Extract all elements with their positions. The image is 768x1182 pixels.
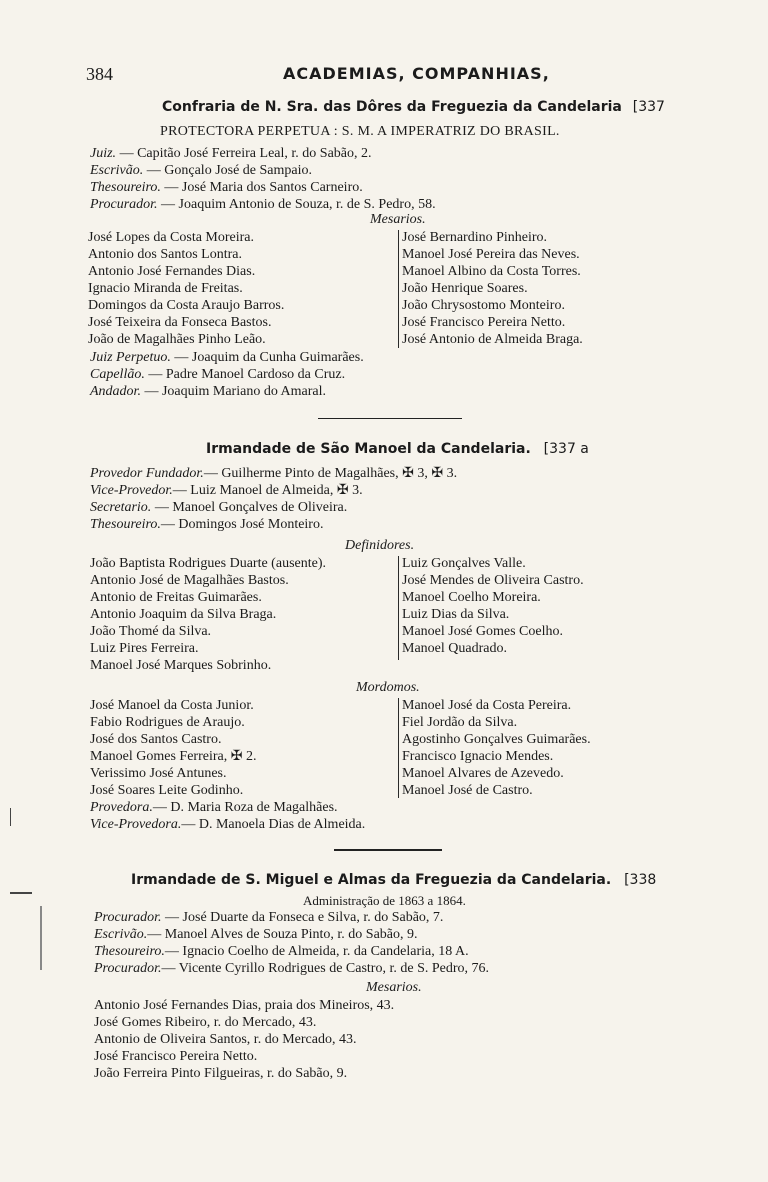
mesario-name: José Teixeira da Fonseca Bastos. [88, 315, 272, 330]
officer-line-text: — José Maria dos Santos Carneiro. [160, 180, 363, 195]
member-line: Antonio José Fernandes Dias, praia dos Mineiros, 43. [94, 998, 395, 1013]
officer-line [90, 384, 326, 400]
section3-title [131, 871, 656, 889]
section1-title-text: Confraria de N. Sra. das Dôres da Freguezia da Candelaria [162, 99, 622, 115]
officer-line-label: Secretario. [90, 500, 152, 515]
mordomo-name: Manoel José da Costa Pereira. [402, 698, 572, 713]
mesario-name: João Henrique Soares. [402, 281, 528, 296]
officer-line-label: Provedora. [90, 800, 153, 815]
officer-line-text: — Domingos José Monteiro. [160, 517, 324, 532]
mordomo-name: Manoel Gomes Ferreira, ✠ 2. [90, 749, 257, 764]
officer-line-text: — Padre Manoel Cardoso da Cruz. [144, 367, 346, 382]
officer-line [94, 927, 418, 943]
page-number: 384 [86, 64, 113, 84]
officer-line-label: Procurador. [90, 197, 158, 212]
definidor-name: Antonio José de Magalhães Bastos. [90, 573, 289, 588]
section1-title [162, 98, 665, 116]
section3-mesarios-heading: Mesarios. [366, 980, 422, 995]
running-title: ACADEMIAS, COMPANHIAS, [283, 64, 550, 83]
officer-line-text: — Ignacio Coelho de Almeida, r. da Candelaria, 18 A. [164, 944, 469, 959]
section1-ref: [337 [632, 99, 665, 115]
officer-line-text: — Luiz Manoel de Almeida, ✠ 3. [172, 483, 363, 498]
mesario-name: João Chrysostomo Monteiro. [402, 298, 565, 313]
officer-line-text: — Guilherme Pinto de Magalhães, ✠ 3, ✠ 3. [203, 466, 458, 481]
officer-line-label: Escrivão. [94, 927, 148, 942]
section2-ref: [337 a [543, 441, 589, 457]
officer-line-label: Thesoureiro. [94, 944, 165, 959]
section2-mordomos-divider [398, 698, 399, 798]
officer-line-text: — Joaquim Antonio de Souza, r. de S. Pedro, 58. [157, 197, 436, 212]
mesario-name: José Francisco Pereira Netto. [402, 315, 566, 330]
definidor-name: Manoel José Gomes Coelho. [402, 624, 563, 639]
mesario-name: Domingos da Costa Araujo Barros. [88, 298, 285, 313]
officer-line-label: Capellão. [90, 367, 145, 382]
definidor-name: José Mendes de Oliveira Castro. [402, 573, 584, 588]
mordomo-name: Agostinho Gonçalves Guimarães. [402, 732, 591, 747]
officer-line-text: — Manoel Alves de Souza Pinto, r. do Sabão, 9. [147, 927, 418, 942]
officer-line [94, 961, 489, 977]
officer-line-text: — Vicente Cyrillo Rodrigues de Castro, r. de S. Pedro, 76. [161, 961, 490, 976]
mesario-name: José Bernardino Pinheiro. [402, 230, 548, 245]
section3-ref: [338 [624, 872, 657, 888]
officer-line-text: — Joaquim Mariano do Amaral. [140, 384, 327, 399]
officer-line-label: Juiz Perpetuo. [90, 350, 171, 365]
mordomo-name: Manoel José de Castro. [402, 783, 533, 798]
mesario-name: Antonio dos Santos Lontra. [88, 247, 242, 262]
officer-line-label: Andador. [90, 384, 141, 399]
definidor-name: Manoel Coelho Moreira. [402, 590, 541, 605]
mesario-name: Manoel Albino da Costa Torres. [402, 264, 581, 279]
officer-line-text: — D. Manoela Dias de Almeida. [181, 817, 366, 832]
definidor-name: Antonio Joaquim da Silva Braga. [90, 607, 277, 622]
officer-line [90, 163, 312, 179]
officer-line-label: Vice-Provedor. [90, 483, 173, 498]
officer-line-label: Thesoureiro. [90, 517, 161, 532]
section-divider-1 [318, 418, 462, 419]
mordomo-name: Fabio Rodrigues de Araujo. [90, 715, 245, 730]
section2-title [206, 440, 589, 458]
mesario-name: Manoel José Pereira das Neves. [402, 247, 580, 262]
officer-line [90, 180, 363, 196]
section3-admin: Administração de 1863 a 1864. [303, 893, 466, 908]
definidor-name: Luiz Dias da Silva. [402, 607, 510, 622]
definidor-name: Antonio de Freitas Guimarães. [90, 590, 262, 605]
officer-line [90, 517, 323, 533]
section2-definidores-heading: Definidores. [345, 538, 415, 553]
margin-mark [10, 892, 32, 894]
mordomo-name: Francisco Ignacio Mendes. [402, 749, 554, 764]
officer-line [90, 800, 338, 816]
mesario-name: José Lopes da Costa Moreira. [88, 230, 255, 245]
mordomo-name: José Soares Leite Godinho. [90, 783, 244, 798]
definidor-name: Luiz Pires Ferreira. [90, 641, 199, 656]
officer-line-label: Juiz. [90, 146, 117, 161]
officer-line [90, 197, 436, 213]
member-line: José Francisco Pereira Netto. [94, 1049, 258, 1064]
definidor-name: João Thomé da Silva. [90, 624, 212, 639]
definidor-name: Luiz Gonçalves Valle. [402, 556, 526, 571]
definidor-name: Manoel José Marques Sobrinho. [90, 658, 272, 673]
section1-column-divider [398, 230, 399, 348]
section2-mordomos-heading: Mordomos. [356, 680, 420, 695]
mordomo-name: José Manoel da Costa Junior. [90, 698, 254, 713]
officer-line [94, 944, 469, 960]
section1-subtitle: PROTECTORA PERPETUA : S. M. A IMPERATRIZ DO BRASIL. [160, 124, 560, 139]
definidor-name: Manoel Quadrado. [402, 641, 507, 656]
member-line: Antonio de Oliveira Santos, r. do Mercado, 43. [94, 1032, 357, 1047]
officer-line-text: — Capitão José Ferreira Leal, r. do Sabão, 2. [116, 146, 372, 161]
officer-line-label: Provedor Fundador. [90, 466, 204, 481]
section3-title-text: Irmandade de S. Miguel e Almas da Freguezia da Candelaria. [131, 872, 612, 888]
section-divider-2 [334, 849, 442, 851]
section2-definidores-divider [398, 556, 399, 660]
officer-line-label: Vice-Provedora. [90, 817, 182, 832]
mordomo-name: Manoel Alvares de Azevedo. [402, 766, 564, 781]
officer-line [90, 500, 347, 516]
mesario-name: Antonio José Fernandes Dias. [88, 264, 256, 279]
officer-line-text: — José Duarte da Fonseca e Silva, r. do Sabão, 7. [161, 910, 444, 925]
officer-line-label: Procurador. [94, 961, 162, 976]
officer-line-label: Escrivão. [90, 163, 144, 178]
section1-mesarios-heading: Mesarios. [370, 212, 426, 227]
officer-line [90, 466, 457, 482]
officer-line-text: — Joaquim da Cunha Guimarães. [170, 350, 364, 365]
mesario-name: José Antonio de Almeida Braga. [402, 332, 583, 347]
officer-line-label: Thesoureiro. [90, 180, 161, 195]
member-line: João Ferreira Pinto Filgueiras, r. do Sabão, 9. [94, 1066, 348, 1081]
officer-line-text: — Manoel Gonçalves de Oliveira. [151, 500, 348, 515]
margin-mark [10, 808, 11, 826]
mordomo-name: Fiel Jordão da Silva. [402, 715, 518, 730]
officer-line [90, 350, 364, 366]
officer-line [90, 483, 363, 499]
officer-line [90, 146, 372, 162]
officer-line-label: Procurador. [94, 910, 162, 925]
mesario-name: Ignacio Miranda de Freitas. [88, 281, 243, 296]
member-line: José Gomes Ribeiro, r. do Mercado, 43. [94, 1015, 317, 1030]
officer-line [94, 910, 443, 926]
officer-line-text: — Gonçalo José de Sampaio. [143, 163, 313, 178]
mesario-name: João de Magalhães Pinho Leão. [88, 332, 266, 347]
definidor-name: João Baptista Rodrigues Duarte (ausente). [90, 556, 326, 571]
margin-mark [40, 906, 42, 970]
officer-line-text: — D. Maria Roza de Magalhães. [152, 800, 338, 815]
mordomo-name: Verissimo José Antunes. [90, 766, 227, 781]
mordomo-name: José dos Santos Castro. [90, 732, 222, 747]
officer-line [90, 367, 345, 383]
section2-title-text: Irmandade de São Manoel da Candelaria. [206, 441, 531, 457]
officer-line [90, 817, 365, 833]
